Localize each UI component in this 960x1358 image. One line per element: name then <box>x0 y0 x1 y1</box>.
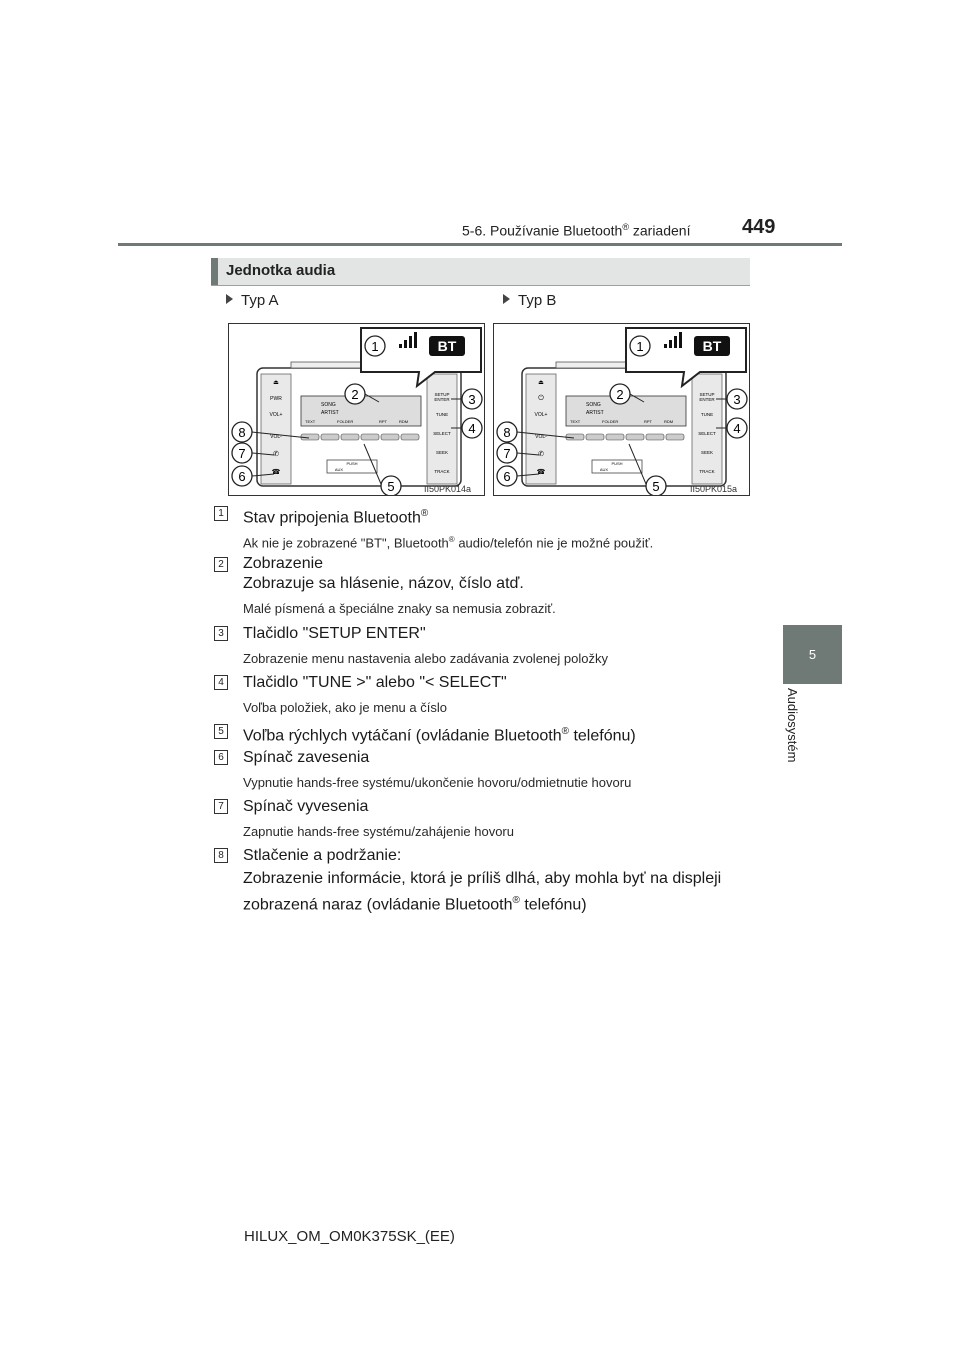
item-1-note: Ak nie je zobrazené "BT", Bluetooth® audio/telefón nie je možné použiť. <box>243 535 654 551</box>
eject-icon: ⏏ <box>538 380 544 386</box>
callout-2: 2 <box>351 387 359 402</box>
push-label: PUSH <box>611 461 623 466</box>
setup-label: SETUP <box>434 392 450 397</box>
item-6-note: Vypnutie hands-free systému/ukončenie hovoru/odmietnutie hovoru <box>243 775 632 790</box>
phone-on-hook-icon: ☎ <box>271 469 281 476</box>
left-button-strip <box>526 374 556 484</box>
item-number-3: 3 <box>214 626 228 641</box>
callout-5: 5 <box>652 479 660 494</box>
callout-1: 1 <box>371 339 379 354</box>
phone-off-hook-icon: ✆ <box>273 451 279 458</box>
callout-6: 6 <box>503 469 511 484</box>
aux-label: AUX <box>334 467 344 472</box>
item-number-4: 4 <box>214 675 228 690</box>
item-number-6: 6 <box>214 750 228 765</box>
item-1-title: Stav pripojenia Bluetooth® <box>243 508 429 527</box>
figure-a <box>228 323 485 496</box>
rpt-label: RPT <box>644 419 652 424</box>
callout-7: 7 <box>503 446 511 461</box>
callout-5: 5 <box>387 479 395 494</box>
item-number-7: 7 <box>214 799 228 814</box>
select-label: SELECT <box>433 431 451 436</box>
phone-off-hook-icon: ✆ <box>538 451 544 458</box>
callout-2: 2 <box>616 387 624 402</box>
enter-label: ENTER <box>699 397 715 402</box>
eject-icon: ⏏ <box>273 380 279 386</box>
callout-3: 3 <box>733 392 741 407</box>
seek-label: SEEK <box>700 450 714 455</box>
track-label: TRACK <box>434 469 450 474</box>
right-button-strip <box>692 374 722 484</box>
artist-label: ARTIST <box>586 410 604 416</box>
vol-plus-label: VOL+ <box>269 412 283 418</box>
aux-label: AUX <box>599 467 609 472</box>
item-number-2: 2 <box>214 557 228 572</box>
figure-a-code: II50PK014a <box>424 484 472 494</box>
enter-label: ENTER <box>434 397 450 402</box>
header-section-ref: 5-6. Používanie Bluetooth® zariadení <box>462 222 691 239</box>
audio-unit-illustration-b <box>494 324 749 495</box>
figure-a-label: Typ A <box>226 292 279 309</box>
callout-6: 6 <box>238 469 246 484</box>
song-label: SONG <box>586 402 601 408</box>
folder-label: FOLDER <box>602 419 619 424</box>
page-number: 449 <box>742 216 776 238</box>
rdm-label: RDM <box>664 419 674 424</box>
rpt-label: RPT <box>379 419 387 424</box>
item-8-description-line2: zobrazená naraz (ovládanie Bluetooth® telefónu) <box>243 895 587 914</box>
figure-b <box>493 323 750 496</box>
item-number-1: 1 <box>214 506 228 521</box>
rdm-label: RDM <box>399 419 409 424</box>
text-label: TEXT <box>570 419 581 424</box>
item-2-description: Zobrazuje sa hlásenie, názov, číslo atď. <box>243 575 524 592</box>
item-2-note: Malé písmená a špeciálne znaky sa nemusia zobraziť. <box>243 601 556 616</box>
vol-plus-label: VOL+ <box>534 412 548 418</box>
track-label: TRACK <box>699 469 715 474</box>
callout-8: 8 <box>503 425 511 440</box>
item-2-title: Zobrazenie <box>243 555 324 572</box>
item-7-title: Spínač vyvesenia <box>243 798 369 815</box>
item-6-title: Spínač zavesenia <box>243 749 370 766</box>
chapter-label: Audiosystém <box>785 688 800 763</box>
triangle-bullet-icon <box>503 294 510 304</box>
triangle-bullet-icon <box>226 294 233 304</box>
vol-minus-label: VOL- <box>535 434 547 440</box>
bt-text: BT <box>437 338 457 354</box>
item-number-8: 8 <box>214 848 228 863</box>
callout-4: 4 <box>468 421 476 436</box>
item-5-title: Voľba rýchlych vytáčaní (ovládanie Bluetooth® telefónu) <box>243 726 636 745</box>
select-label: SELECT <box>698 431 716 436</box>
callout-3: 3 <box>468 392 476 407</box>
song-label: SONG <box>321 402 336 408</box>
chapter-number: 5 <box>808 647 817 662</box>
callout-4: 4 <box>733 421 741 436</box>
text-label: TEXT <box>305 419 316 424</box>
item-4-title: Tlačidlo "TUNE >" alebo "< SELECT" <box>243 674 507 691</box>
item-4-note: Voľba položiek, ako je menu a číslo <box>243 700 447 715</box>
section-underline <box>211 285 750 286</box>
seek-label: SEEK <box>435 450 449 455</box>
item-8-title: Stlačenie a podržanie: <box>243 847 402 864</box>
item-number-5: 5 <box>214 724 228 739</box>
callout-8: 8 <box>238 425 246 440</box>
right-button-strip <box>427 374 457 484</box>
item-3-note: Zobrazenie menu nastavenia alebo zadávania zvolenej položky <box>243 651 608 666</box>
power-icon: ⏻ <box>538 395 544 402</box>
item-7-note: Zapnutie hands-free systému/zahájenie hovoru <box>243 824 514 839</box>
document-code: HILUX_OM_OM0K375SK_(EE) <box>244 1228 455 1245</box>
tune-label: TUNE <box>700 412 714 417</box>
section-title: Jednotka audia <box>226 262 336 279</box>
pwr-label: PWR <box>270 396 282 402</box>
bt-text: BT <box>702 338 722 354</box>
phone-on-hook-icon: ☎ <box>536 469 546 476</box>
vol-minus-label: VOL- <box>270 434 282 440</box>
artist-label: ARTIST <box>321 410 339 416</box>
push-label: PUSH <box>346 461 358 466</box>
setup-label: SETUP <box>699 392 715 397</box>
figure-b-label: Typ B <box>503 292 556 309</box>
item-3-title: Tlačidlo "SETUP ENTER" <box>243 625 426 642</box>
callout-1: 1 <box>636 339 644 354</box>
tune-label: TUNE <box>435 412 449 417</box>
audio-unit-illustration-a <box>229 324 484 495</box>
callout-7: 7 <box>238 446 246 461</box>
figure-b-code: II50PK015a <box>690 484 738 494</box>
folder-label: FOLDER <box>337 419 354 424</box>
chapter-tab <box>783 625 842 684</box>
item-8-description-line1: Zobrazenie informácie, ktorá je príliš dlhá, aby mohla byť na displeji <box>243 870 722 887</box>
left-button-strip <box>261 374 291 484</box>
header-rule <box>118 243 842 246</box>
